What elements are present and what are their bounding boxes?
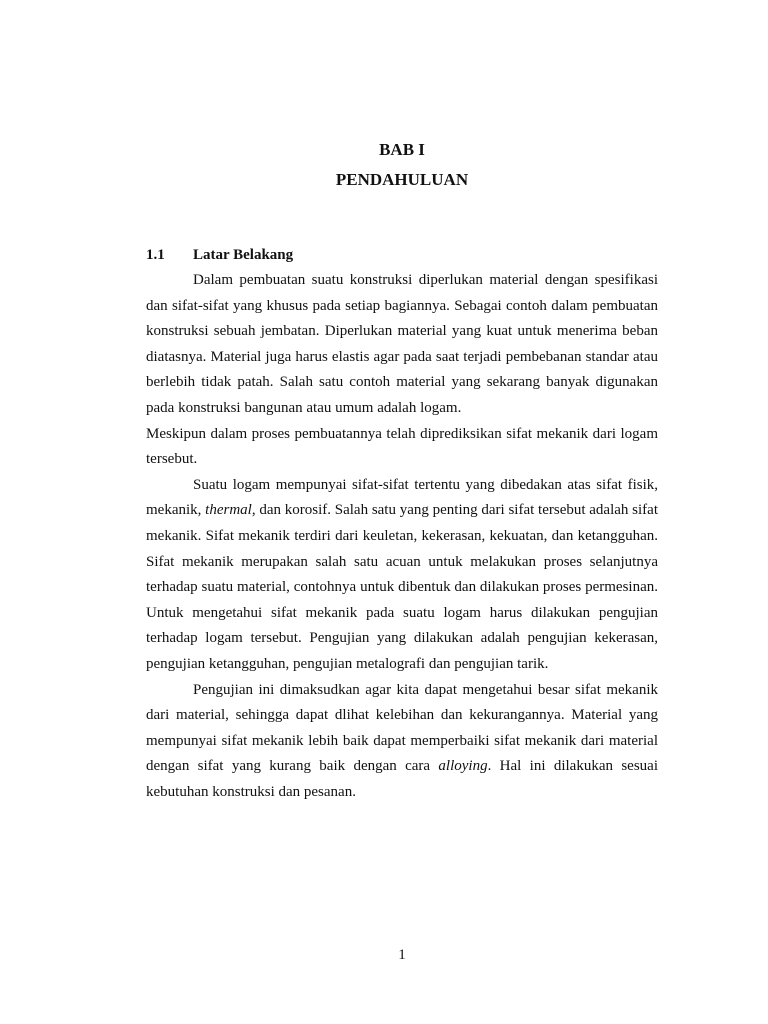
- page-number: 1: [398, 947, 406, 963]
- section-number: 1.1: [146, 247, 165, 263]
- paragraph-4-part-1: Pengujian ini dimaksudkan agar kita dapat mengetahui besar sifat mekanik dari material, sehingga dapat dlihat kelebihan dan kekurangannya. Material yang mempunyai sifat mekanik lebih baik dapat memperbaiki sifat mekanik dari material dengan sifat yang kurang baik dengan cara: [146, 681, 658, 775]
- paragraph-3-italic-term: thermal: [205, 502, 252, 519]
- paragraph-3: [146, 473, 658, 678]
- paragraph-4: [146, 678, 658, 806]
- chapter-title: PENDAHULUAN: [335, 170, 469, 189]
- paragraph-1: Dalam pembuatan suatu konstruksi diperlukan material dengan spesifikasi dan sifat-sifat yang khusus pada setiap bagiannya. Sebagai contoh dalam pembuatan konstruksi sebuah jembatan. Diperlukan material yang kuat untuk menerima beban diatasnya. Material juga harus elastis agar pada saat terjadi pembebanan standar atau berlebih tidak patah. Salah satu contoh material yang sekarang banyak digunakan pada konstruksi bangunan atau umum adalah logam.: [146, 272, 658, 416]
- paragraph-4-italic-term: alloying: [438, 758, 488, 775]
- paragraph-2: Meskipun dalam proses pembuatannya telah diprediksikan sifat mekanik dari logam tersebut.: [146, 425, 658, 468]
- chapter-label: BAB I: [379, 140, 425, 159]
- body-text: [146, 268, 658, 805]
- section-title: Latar Belakang: [193, 247, 294, 263]
- paragraph-4-part-2: . Hal ini dilakukan sesuai kebutuhan konstruksi dan pesanan.: [146, 758, 658, 800]
- paragraph-3-part-2: , dan korosif. Salah satu yang penting dari sifat tersebut adalah sifat mekanik. Sifat mekanik terdiri dari keuletan, kekerasan, kekuatan, dan ketangguhan. Sifat mekanik merupakan salah satu acuan untuk melakukan proses selanjutnya terhadap suatu material, contohnya untuk dibentuk dan dilakukan proses permesinan. Untuk mengetahui sifat mekanik pada suatu logam harus dilakukan pengujian terhadap logam tersebut. Pengujian yang dilakukan adalah pengujian kekerasan, pengujian ketangguhan, pengujian metalografi dan pengujian tarik.: [146, 502, 658, 672]
- paragraph-3-part-1: Suatu logam mempunyai sifat-sifat tertentu yang dibedakan atas sifat fisik, mekanik,: [146, 476, 658, 519]
- section-heading: [146, 244, 293, 266]
